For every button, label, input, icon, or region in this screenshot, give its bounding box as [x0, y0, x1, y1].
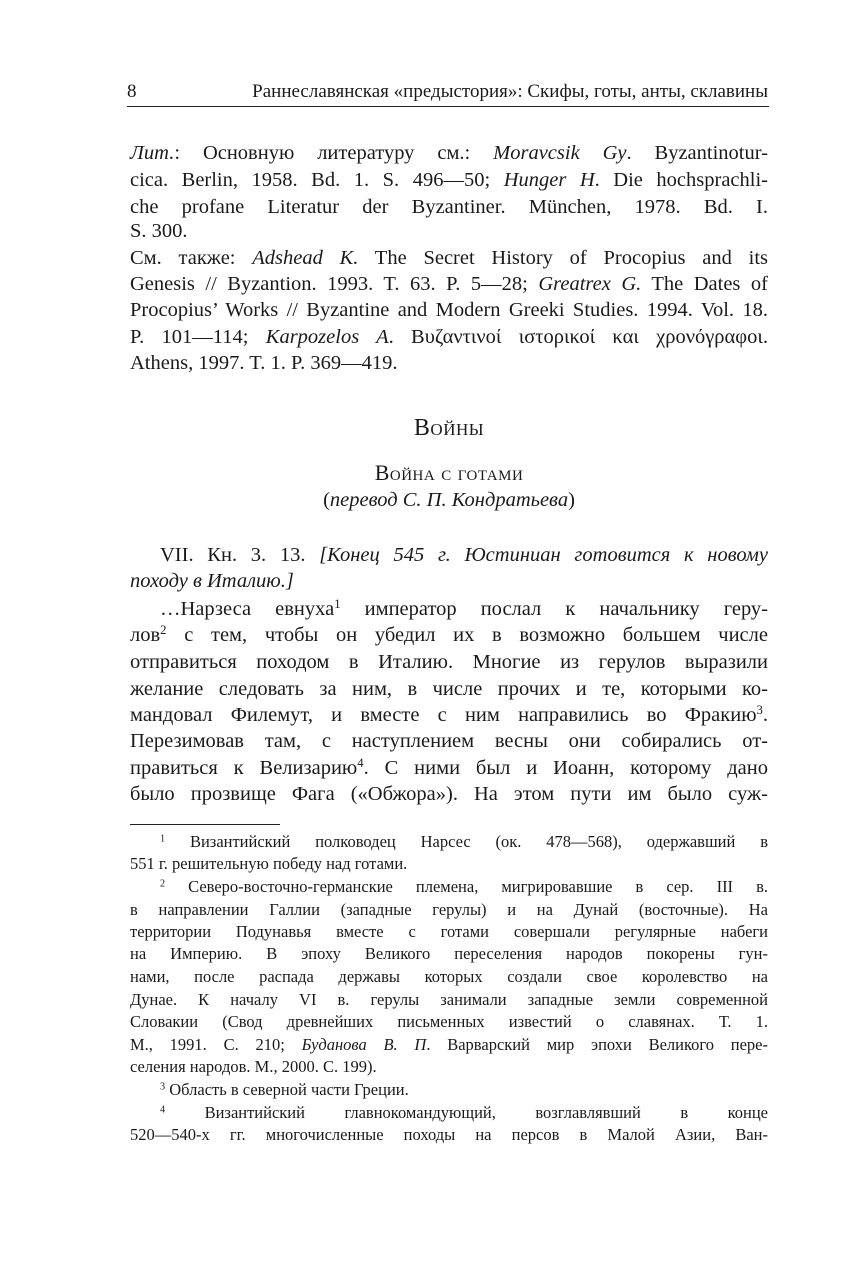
subsection-title: Война с готами [374, 460, 524, 485]
literature-line-1: Лит.: Основную литературу см.: Moravcsik Gy. Byzantinotur- [130, 142, 768, 164]
body-line-7: правиться к Велизарию$^4$. С ними был и Иоанн, которому дано [130, 756, 768, 779]
body-line-5: мандовал Филемут, и вместе с ним направились во Фракию$^3$. [130, 703, 768, 726]
translator-credit: (перевод С. П. Кондратьева) [323, 489, 575, 511]
footnote-2-line-4: на Империю. В эпоху Великого переселения народов покорены гун- [130, 944, 768, 963]
footnote-1-line-2: 551 г. решительную победу над готами. [130, 854, 408, 873]
footnote-2-line-8: М., 1991. С. 210; Буданова В. П. Варварский мир эпохи Великого пере- [130, 1035, 768, 1054]
footnote-rule [130, 824, 280, 825]
section-title: Войны [413, 415, 485, 441]
footnote-2-line-3: территории Подунавья вместе с готами совершали регулярные набеги [130, 922, 768, 941]
running-title: Раннеславянская «предыстория»: Скифы, готы, анты, склавины [252, 81, 768, 102]
footnote-2-line-9: селения народов. М., 2000. С. 199). [130, 1057, 377, 1076]
footnote-2-line-7: Словакии (Свод древнейших письменных известий о славянах. Т. 1. [130, 1012, 768, 1031]
footnote-2-line-6: Дунае. К началу VI в. герулы занимали западные земли современной [130, 990, 768, 1009]
body-line-4: желание следовать за ним, в числе прочих и те, которыми ко- [130, 678, 768, 700]
literature-line-2: cica. Berlin, 1958. Bd. 1. S. 496—50; Hunger H. Die hochsprachli- [130, 169, 768, 191]
footnote-1-line-1: $^1$ Византийский полководец Нарсес (ок. 478—568), одержавший в [160, 832, 768, 851]
chapter-line-1: VII. Кн. 3. 13. [Конец 545 г. Юстиниан готовится к новому [160, 544, 768, 566]
body-line-3: отправиться походом в Италию. Многие из герулов выразили [130, 651, 768, 673]
see-also-line-4: P. 101—114; Karpozelos A. Βυζαντινοί ιστορικοί και χρονόγραφοι. [130, 326, 768, 348]
chapter-line-2: походу в Италию.] [130, 570, 294, 592]
see-also-line-2: Genesis // Byzantion. 1993. T. 63. P. 5—28; Greatrex G. The Dates of [130, 273, 768, 295]
body-line-6: Перезимовав там, с наступлением весны они собирались от- [130, 730, 768, 752]
literature-line-4: S. 300. [130, 220, 188, 242]
footnote-4-line-2: 520—540-х гг. многочисленные походы на персов в Малой Азии, Ван- [130, 1125, 768, 1144]
body-line-8: было прозвище Фага («Обжора»). На этом пути им было суж- [130, 783, 768, 805]
body-line-1: …Нарзеса евнуха$^1$ император послал к начальнику геру- [160, 597, 768, 620]
footnote-2-line-5: нами, после распада державы которых создали свое королевство на [130, 967, 768, 986]
literature-line-3: che profane Literatur der Byzantiner. München, 1978. Bd. I. [130, 196, 768, 218]
footnote-3-line-1: $^3$ Область в северной части Греции. [160, 1080, 409, 1099]
see-also-line-5: Athens, 1997. T. 1. P. 369—419. [130, 352, 398, 374]
footnote-2-line-1: $^2$ Северо-восточно-германские племена, мигрировавшие в сер. III в. [160, 877, 768, 896]
body-line-2: лов$^2$ с тем, чтобы он убедил их в возможно большем числе [130, 623, 768, 646]
see-also-line-1: См. также: Adshead K. The Secret History of Procopius and its [130, 247, 769, 269]
header-rule [127, 106, 769, 107]
page-number: 8 [127, 81, 137, 102]
see-also-line-3: Procopius’ Works // Byzantine and Modern Greeki Studies. 1994. Vol. 18. [130, 299, 768, 321]
footnote-4-line-1: $^4$ Византийский главнокомандующий, возглавлявший в конце [160, 1103, 768, 1122]
footnote-2-line-2: в направлении Галлии (западные герулы) и на Дунай (восточные). На [130, 900, 768, 919]
